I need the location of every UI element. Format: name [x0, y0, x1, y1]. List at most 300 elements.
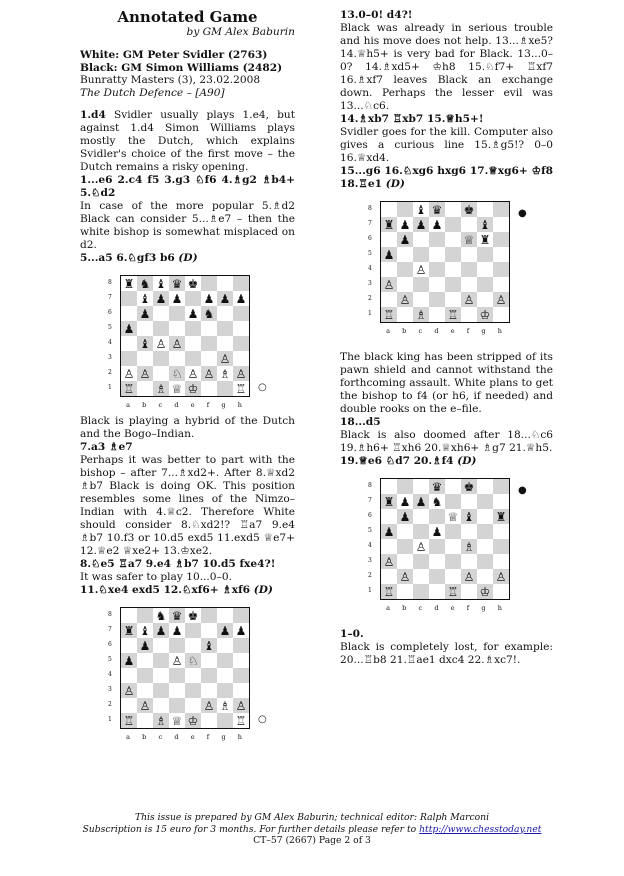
- board-square: [429, 247, 445, 262]
- board-square: [201, 653, 217, 668]
- board-square: [397, 277, 413, 292]
- board-square: ♞: [429, 494, 445, 509]
- side-to-move-icon: ○: [258, 714, 267, 725]
- board-square: [201, 683, 217, 698]
- board-square: [185, 683, 201, 698]
- board-square: ♟: [429, 524, 445, 539]
- board-square: ♟: [185, 306, 201, 321]
- board-square: ♟: [217, 291, 233, 306]
- rank-label: 1: [368, 310, 372, 317]
- rank-label: 4: [368, 265, 372, 272]
- board-square: [233, 608, 249, 623]
- board-square: [201, 713, 217, 728]
- board-square: [413, 524, 429, 539]
- board-square: [201, 276, 217, 291]
- board-square: [169, 321, 185, 336]
- board-square: ♖: [121, 713, 137, 728]
- board-square: [153, 683, 169, 698]
- white-player: White: GM Peter Svidler (2763): [80, 49, 268, 61]
- board-square: [413, 277, 429, 292]
- board-square: [381, 262, 397, 277]
- black-player: Black: GM Simon Williams (2482): [80, 61, 283, 74]
- board-square: ♕: [445, 509, 461, 524]
- board-square: [169, 351, 185, 366]
- board-square: ♟: [153, 623, 169, 638]
- rank-label: 8: [368, 205, 372, 212]
- board-square: [477, 247, 493, 262]
- board-square: [445, 479, 461, 494]
- board-square: ♚: [461, 202, 477, 217]
- move-line: 8.♘e5 ♖a7 9.e4 ♗b7 10.d5 fxe4?!: [80, 558, 276, 570]
- board-square: [429, 262, 445, 277]
- file-label: g: [221, 401, 226, 409]
- move-line: [80, 584, 295, 597]
- board-square: ♖: [233, 713, 249, 728]
- board-square: [121, 351, 137, 366]
- board-square: [185, 698, 201, 713]
- footer-credits: This issue is prepared by GM Alex Baburin; technical editor: Ralph Marconi: [134, 812, 490, 823]
- board-square: ♟: [233, 291, 249, 306]
- file-label: h: [497, 604, 502, 612]
- board-square: ♟: [429, 217, 445, 232]
- move-text: 11.♘xe4 exd5 12.♘xf6+ ♗xf6: [80, 584, 251, 596]
- board-square: [445, 217, 461, 232]
- board-square: [397, 307, 413, 322]
- board-square: ♖: [381, 584, 397, 599]
- rank-label: 3: [368, 280, 372, 287]
- board-square: [233, 683, 249, 698]
- board-square: [493, 217, 509, 232]
- board-square: [493, 524, 509, 539]
- board-square: [121, 291, 137, 306]
- board-square: [217, 306, 233, 321]
- board-square: [445, 232, 461, 247]
- board-square: ♙: [169, 336, 185, 351]
- board-square: [397, 262, 413, 277]
- board-square: ♝: [137, 623, 153, 638]
- comment-text: It was safer to play 10...0–0.: [80, 571, 232, 583]
- board-square: ♙: [413, 262, 429, 277]
- board-square: ♙: [233, 698, 249, 713]
- move-line: 18...d5: [340, 416, 381, 428]
- board-square: [217, 381, 233, 396]
- board-square: ♙: [413, 539, 429, 554]
- chess-board: [120, 607, 250, 729]
- diagram-marker: (D): [250, 584, 273, 596]
- board-square: [217, 653, 233, 668]
- board-square: [397, 584, 413, 599]
- board-square: [169, 668, 185, 683]
- board-square: [477, 539, 493, 554]
- comment-text: Svidler usually plays 1.e4, but against 1.d4 Simon Williams plays mostly the Dutch, which explains Svidler's choice of the first move – the Dutch remains a risky opening.: [80, 109, 295, 173]
- board-square: [381, 232, 397, 247]
- comment-text: Black was already in serious trouble and his move does not help. 13...♗xe5? 14.♕h5+ is very bad for Black. 13...0–0? 14.♗xd5+ ♔h8 15.♘f7+ ♖xf7 16.♗xf7 leaves Black an exchange down. Perhaps the lesser evil was 13...♘c6.: [340, 22, 553, 112]
- rank-label: 2: [368, 572, 372, 579]
- website-link[interactable]: http://www.chesstoday.net: [419, 823, 542, 835]
- board-square: [169, 306, 185, 321]
- board-square: ♗: [153, 713, 169, 728]
- board-square: [445, 277, 461, 292]
- opening-line: The Dutch Defence – [A90]: [80, 86, 225, 99]
- board-square: [397, 539, 413, 554]
- rank-label: 2: [368, 295, 372, 302]
- file-labels: [120, 731, 248, 744]
- file-label: d: [174, 733, 179, 741]
- board-square: [477, 554, 493, 569]
- board-square: ♟: [397, 217, 413, 232]
- result-line: 1–0.: [340, 628, 364, 640]
- board-square: ♙: [381, 554, 397, 569]
- annotation-paragraph: [80, 109, 295, 174]
- board-square: [413, 569, 429, 584]
- move-line: [340, 165, 553, 191]
- file-label: g: [481, 327, 486, 335]
- file-label: c: [158, 401, 163, 409]
- comment-text: Svidler goes for the kill. Computer also gives a curious line 15.♗g5!? 0–0 16.♕xd4.: [340, 126, 553, 164]
- board-square: ♜: [381, 217, 397, 232]
- board-square: [137, 683, 153, 698]
- board-square: ♞: [153, 608, 169, 623]
- board-square: [185, 321, 201, 336]
- rank-label: 1: [368, 587, 372, 594]
- rank-label: 3: [108, 354, 112, 361]
- file-label: b: [402, 604, 407, 612]
- board-square: [461, 524, 477, 539]
- board-square: ♙: [461, 292, 477, 307]
- board-square: [477, 202, 493, 217]
- board-square: ♙: [461, 569, 477, 584]
- left-column: [80, 0, 295, 747]
- board-square: [413, 584, 429, 599]
- board-square: ♟: [381, 247, 397, 262]
- board-square: ♟: [121, 321, 137, 336]
- chess-board: [120, 275, 250, 397]
- board-square: [477, 509, 493, 524]
- file-label: h: [237, 401, 242, 409]
- file-label: c: [158, 733, 163, 741]
- file-label: b: [142, 733, 147, 741]
- file-label: c: [418, 604, 423, 612]
- board-square: ♙: [493, 292, 509, 307]
- board-square: ♘: [169, 366, 185, 381]
- board-square: [381, 539, 397, 554]
- board-square: ♞: [137, 276, 153, 291]
- board-square: ♔: [185, 381, 201, 396]
- board-square: [445, 494, 461, 509]
- board-square: [493, 554, 509, 569]
- board-square: [381, 292, 397, 307]
- move-line: 7.a3 ♗e7: [80, 441, 133, 453]
- board-square: [217, 336, 233, 351]
- file-label: f: [206, 401, 210, 409]
- board-square: ♜: [121, 276, 137, 291]
- board-square: [121, 698, 137, 713]
- board-square: [445, 292, 461, 307]
- board-square: [153, 351, 169, 366]
- board-square: ♖: [445, 584, 461, 599]
- page-footer: [0, 812, 624, 847]
- board-square: ♔: [477, 584, 493, 599]
- board-square: [217, 321, 233, 336]
- rank-label: 8: [108, 279, 112, 286]
- board-square: [429, 277, 445, 292]
- rank-label: 5: [368, 527, 372, 534]
- diagram-marker: (D): [453, 455, 477, 467]
- board-square: ♙: [201, 698, 217, 713]
- side-to-move-icon: ○: [258, 382, 267, 393]
- chess-diagram: [80, 265, 295, 415]
- board-square: [137, 653, 153, 668]
- file-label: c: [418, 327, 423, 335]
- board-square: [445, 554, 461, 569]
- board-square: ♙: [201, 366, 217, 381]
- board-square: [493, 539, 509, 554]
- board-square: ♟: [169, 291, 185, 306]
- board-square: [397, 202, 413, 217]
- board-square: [169, 698, 185, 713]
- board-square: ♟: [381, 524, 397, 539]
- board-square: [201, 321, 217, 336]
- move-line: [80, 252, 295, 265]
- move-line: 1...e6 2.c4 f5 3.g3 ♘f6 4.♗g2 ♗b4+ 5.♘d2: [80, 174, 295, 199]
- board-square: ♕: [169, 381, 185, 396]
- side-to-move-icon: ●: [518, 485, 527, 496]
- rank-label: 7: [108, 294, 112, 301]
- board-square: [477, 262, 493, 277]
- board-square: [233, 653, 249, 668]
- rank-label: 6: [368, 512, 372, 519]
- board-square: ♟: [397, 232, 413, 247]
- board-square: [137, 381, 153, 396]
- rank-label: 1: [108, 716, 112, 723]
- board-square: [477, 569, 493, 584]
- author-line: by GM Alex Baburin: [186, 26, 295, 38]
- board-square: [477, 277, 493, 292]
- comment-text: Black is completely lost, for example: 20...♖b8 21.♖ae1 dxc4 22.♗xc7!.: [340, 641, 553, 666]
- board-square: [153, 366, 169, 381]
- board-square: [445, 247, 461, 262]
- board-square: [137, 668, 153, 683]
- board-square: [233, 668, 249, 683]
- board-square: [429, 584, 445, 599]
- file-label: g: [481, 604, 486, 612]
- file-label: f: [466, 327, 470, 335]
- board-square: ♙: [217, 351, 233, 366]
- board-square: [153, 668, 169, 683]
- board-square: [169, 638, 185, 653]
- board-square: [153, 306, 169, 321]
- board-square: ♝: [137, 291, 153, 306]
- rank-label: 8: [368, 482, 372, 489]
- rank-label: 4: [108, 671, 112, 678]
- board-square: ♙: [185, 366, 201, 381]
- diagram-marker: (D): [174, 252, 198, 264]
- chess-diagram: [340, 191, 553, 351]
- board-square: ♛: [429, 202, 445, 217]
- board-square: [201, 668, 217, 683]
- board-square: [477, 292, 493, 307]
- board-square: ♜: [493, 509, 509, 524]
- file-label: e: [450, 327, 455, 335]
- board-square: [201, 351, 217, 366]
- board-square: ♟: [201, 291, 217, 306]
- board-square: [217, 683, 233, 698]
- file-labels: [120, 399, 248, 412]
- move-text: 5...a5 6.♘gf3 b6: [80, 252, 175, 264]
- file-label: e: [450, 604, 455, 612]
- move-text: 19.♕e6 ♘d7 20.♗f4: [340, 455, 454, 467]
- board-square: ♖: [233, 381, 249, 396]
- rank-label: 3: [108, 686, 112, 693]
- page-number: CT–57 (2667) Page 2 of 3: [253, 835, 371, 846]
- board-square: ♗: [461, 539, 477, 554]
- board-square: [493, 277, 509, 292]
- right-column: [340, 0, 553, 667]
- file-label: f: [466, 604, 470, 612]
- board-square: [461, 494, 477, 509]
- board-square: [413, 292, 429, 307]
- board-square: [169, 683, 185, 698]
- board-square: [461, 554, 477, 569]
- board-square: [445, 569, 461, 584]
- board-square: ♙: [169, 653, 185, 668]
- board-square: [121, 336, 137, 351]
- board-square: [493, 584, 509, 599]
- board-square: [445, 539, 461, 554]
- rank-label: 3: [368, 557, 372, 564]
- comment-text: In case of the more popular 5.♗d2 Black can consider 5...♗e7 – then the white bishop is somewhat misplaced on d2.: [80, 200, 295, 251]
- comment-text: Perhaps it was better to part with the bishop – after 7...♗xd2+. After 8.♕xd2 ♗b7 Black is doing OK. This position resembles some lines of the Nimzo–Indian with 4.♕c2. Therefore White should consider 8.♘xd2!? ♖a7 9.e4 ♗b7 10.f3 or 10.d5 exd5 11.exd5 ♕e7+ 12.♕e2 ♕xe2+ 13.♔xe2.: [80, 454, 295, 557]
- board-square: [493, 232, 509, 247]
- board-square: [233, 336, 249, 351]
- board-square: [137, 321, 153, 336]
- file-label: a: [386, 604, 390, 612]
- rank-label: 7: [368, 497, 372, 504]
- board-square: [153, 653, 169, 668]
- board-square: ♟: [137, 638, 153, 653]
- board-square: [461, 247, 477, 262]
- board-square: [413, 232, 429, 247]
- board-square: [217, 638, 233, 653]
- board-square: ♗: [217, 366, 233, 381]
- file-label: d: [174, 401, 179, 409]
- board-square: ♜: [477, 232, 493, 247]
- file-label: a: [126, 401, 130, 409]
- board-square: ♟: [217, 623, 233, 638]
- rank-labels: [108, 607, 118, 727]
- board-square: [461, 307, 477, 322]
- board-square: [429, 509, 445, 524]
- board-square: ♚: [185, 608, 201, 623]
- board-square: [397, 554, 413, 569]
- board-square: [493, 202, 509, 217]
- board-square: ♗: [217, 698, 233, 713]
- board-square: ♟: [153, 291, 169, 306]
- file-label: g: [221, 733, 226, 741]
- board-square: [381, 479, 397, 494]
- chess-diagram: [340, 468, 553, 628]
- board-square: [233, 351, 249, 366]
- board-square: [381, 202, 397, 217]
- file-label: a: [126, 733, 130, 741]
- board-square: [233, 638, 249, 653]
- move-line: 13.0–0! d4?!: [340, 9, 413, 21]
- board-square: [185, 668, 201, 683]
- board-square: [381, 569, 397, 584]
- board-square: [201, 336, 217, 351]
- board-square: [397, 479, 413, 494]
- rank-labels: [368, 201, 378, 321]
- rank-labels: [108, 275, 118, 395]
- board-square: [217, 608, 233, 623]
- board-square: [413, 554, 429, 569]
- board-square: ♝: [153, 276, 169, 291]
- file-label: f: [206, 733, 210, 741]
- board-square: [137, 608, 153, 623]
- rank-labels: [368, 478, 378, 598]
- board-square: ♙: [153, 336, 169, 351]
- board-square: [153, 321, 169, 336]
- rank-label: 4: [368, 542, 372, 549]
- board-square: ♛: [169, 276, 185, 291]
- board-square: ♟: [233, 623, 249, 638]
- file-label: a: [386, 327, 390, 335]
- board-square: [429, 569, 445, 584]
- rank-label: 2: [108, 701, 112, 708]
- board-square: [493, 494, 509, 509]
- board-square: ♝: [137, 336, 153, 351]
- board-square: [185, 638, 201, 653]
- file-label: b: [142, 401, 147, 409]
- chess-board: [380, 201, 510, 323]
- file-labels: [380, 325, 508, 338]
- board-square: [493, 479, 509, 494]
- board-square: [493, 262, 509, 277]
- move-text: 1.d4: [80, 109, 106, 121]
- board-square: [445, 524, 461, 539]
- board-square: [413, 247, 429, 262]
- board-square: [445, 202, 461, 217]
- board-square: [121, 608, 137, 623]
- board-square: ♚: [461, 479, 477, 494]
- board-square: [233, 321, 249, 336]
- board-square: [445, 262, 461, 277]
- move-line: 14.♗xb7 ♖xb7 15.♕h5+!: [340, 113, 484, 125]
- board-square: ♛: [429, 479, 445, 494]
- board-square: ♝: [201, 638, 217, 653]
- board-square: [429, 539, 445, 554]
- board-square: [477, 494, 493, 509]
- board-square: ♙: [493, 569, 509, 584]
- board-square: [217, 713, 233, 728]
- board-square: ♟: [397, 509, 413, 524]
- file-label: e: [190, 733, 195, 741]
- board-square: [413, 509, 429, 524]
- board-square: ♟: [413, 217, 429, 232]
- file-label: h: [237, 733, 242, 741]
- rank-label: 5: [368, 250, 372, 257]
- board-square: [477, 524, 493, 539]
- file-label: d: [434, 327, 439, 335]
- board-square: ♙: [137, 366, 153, 381]
- board-square: [201, 623, 217, 638]
- subscription-text: Subscription is 15 euro for 3 months. For further details please refer to: [82, 823, 420, 835]
- board-square: [121, 638, 137, 653]
- board-square: ♗: [153, 381, 169, 396]
- board-square: [233, 306, 249, 321]
- board-square: ♙: [121, 683, 137, 698]
- rank-label: 5: [108, 656, 112, 663]
